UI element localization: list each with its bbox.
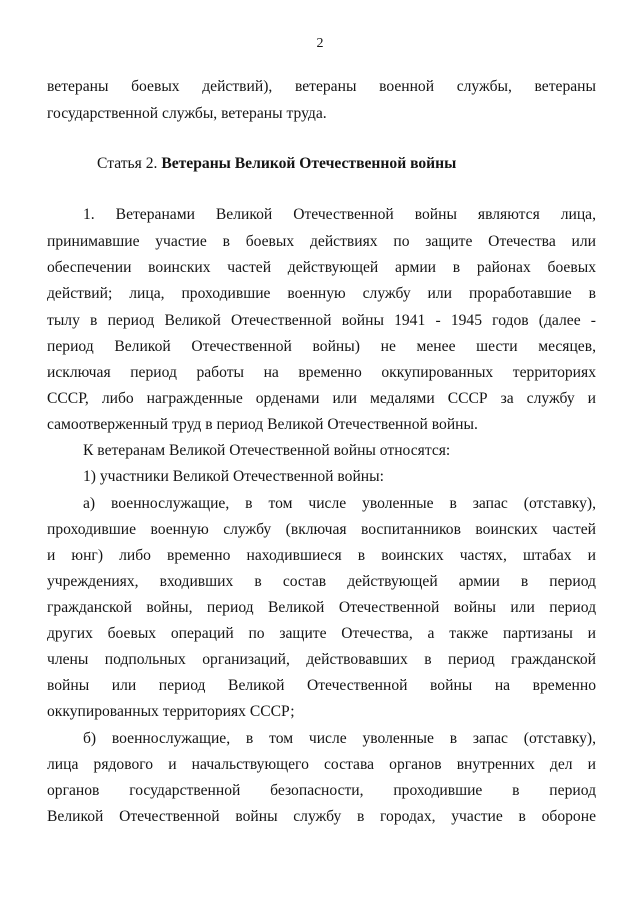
text-line: период Великой Отечественной войны) не менее шести месяцев,	[47, 338, 596, 355]
text-line: и юнг) либо временно находившиеся в воинских частях, штабах и	[47, 547, 596, 564]
text-line: действий; лица, проходившие военную службу или проработавшие в	[47, 285, 596, 302]
article-title: Ветераны Великой Отечественной войны	[161, 155, 457, 172]
text-line: учреждениях, входивших в состав действующей армии в период	[47, 573, 596, 590]
article-prefix: Статья 2.	[97, 155, 158, 172]
text-line: тылу в период Великой Отечественной войны 1941 - 1945 годов (далее -	[47, 312, 596, 329]
text-line: СССР, либо награжденные орденами или медалями СССР за службу и	[47, 390, 596, 407]
text-line: б) военнослужащие, в том числе уволенные в запас (отставку),	[83, 730, 596, 747]
text-line: государственной службы, ветераны труда.	[47, 105, 327, 122]
text-line: Великой Отечественной войны службу в городах, участие в обороне	[47, 808, 596, 825]
text-line: войны или период Великой Отечественной войны на временно	[47, 677, 596, 694]
article-heading	[97, 154, 640, 174]
page-number: 2	[316, 36, 324, 51]
text-line: самоотверженный труд в период Великой Отечественной войны.	[47, 416, 478, 433]
text-line: принимавшие участие в боевых действиях по защите Отечества или	[47, 233, 596, 250]
text-line: исключая период работы на временно оккупированных территориях	[47, 364, 596, 381]
text-line: органов государственной безопасности, проходившие в период	[47, 782, 596, 799]
text-line: гражданской войны, период Великой Отечественной войны или период	[47, 599, 596, 616]
text-line: ветераны боевых действий), ветераны военной службы, ветераны	[47, 78, 596, 95]
text-line: 1) участники Великой Отечественной войны:	[83, 468, 384, 485]
text-line: 1. Ветеранами Великой Отечественной войны являются лица,	[83, 206, 596, 223]
text-line: обеспечении воинских частей действующей армии в районах боевых	[47, 259, 596, 276]
text-line: оккупированных территориях СССР;	[47, 703, 295, 720]
text-line: а) военнослужащие, в том числе уволенные в запас (отставку),	[83, 495, 596, 512]
text-line: проходившие военную службу (включая воспитанников воинских частей	[47, 521, 596, 538]
text-line: члены подпольных организаций, действовавших в период гражданской	[47, 651, 596, 668]
text-line: лица рядового и начальствующего состава органов внутренних дел и	[47, 756, 596, 773]
text-line: других боевых операций по защите Отечества, а также партизаны и	[47, 625, 596, 642]
text-line: К ветеранам Великой Отечественной войны относятся:	[83, 442, 451, 459]
